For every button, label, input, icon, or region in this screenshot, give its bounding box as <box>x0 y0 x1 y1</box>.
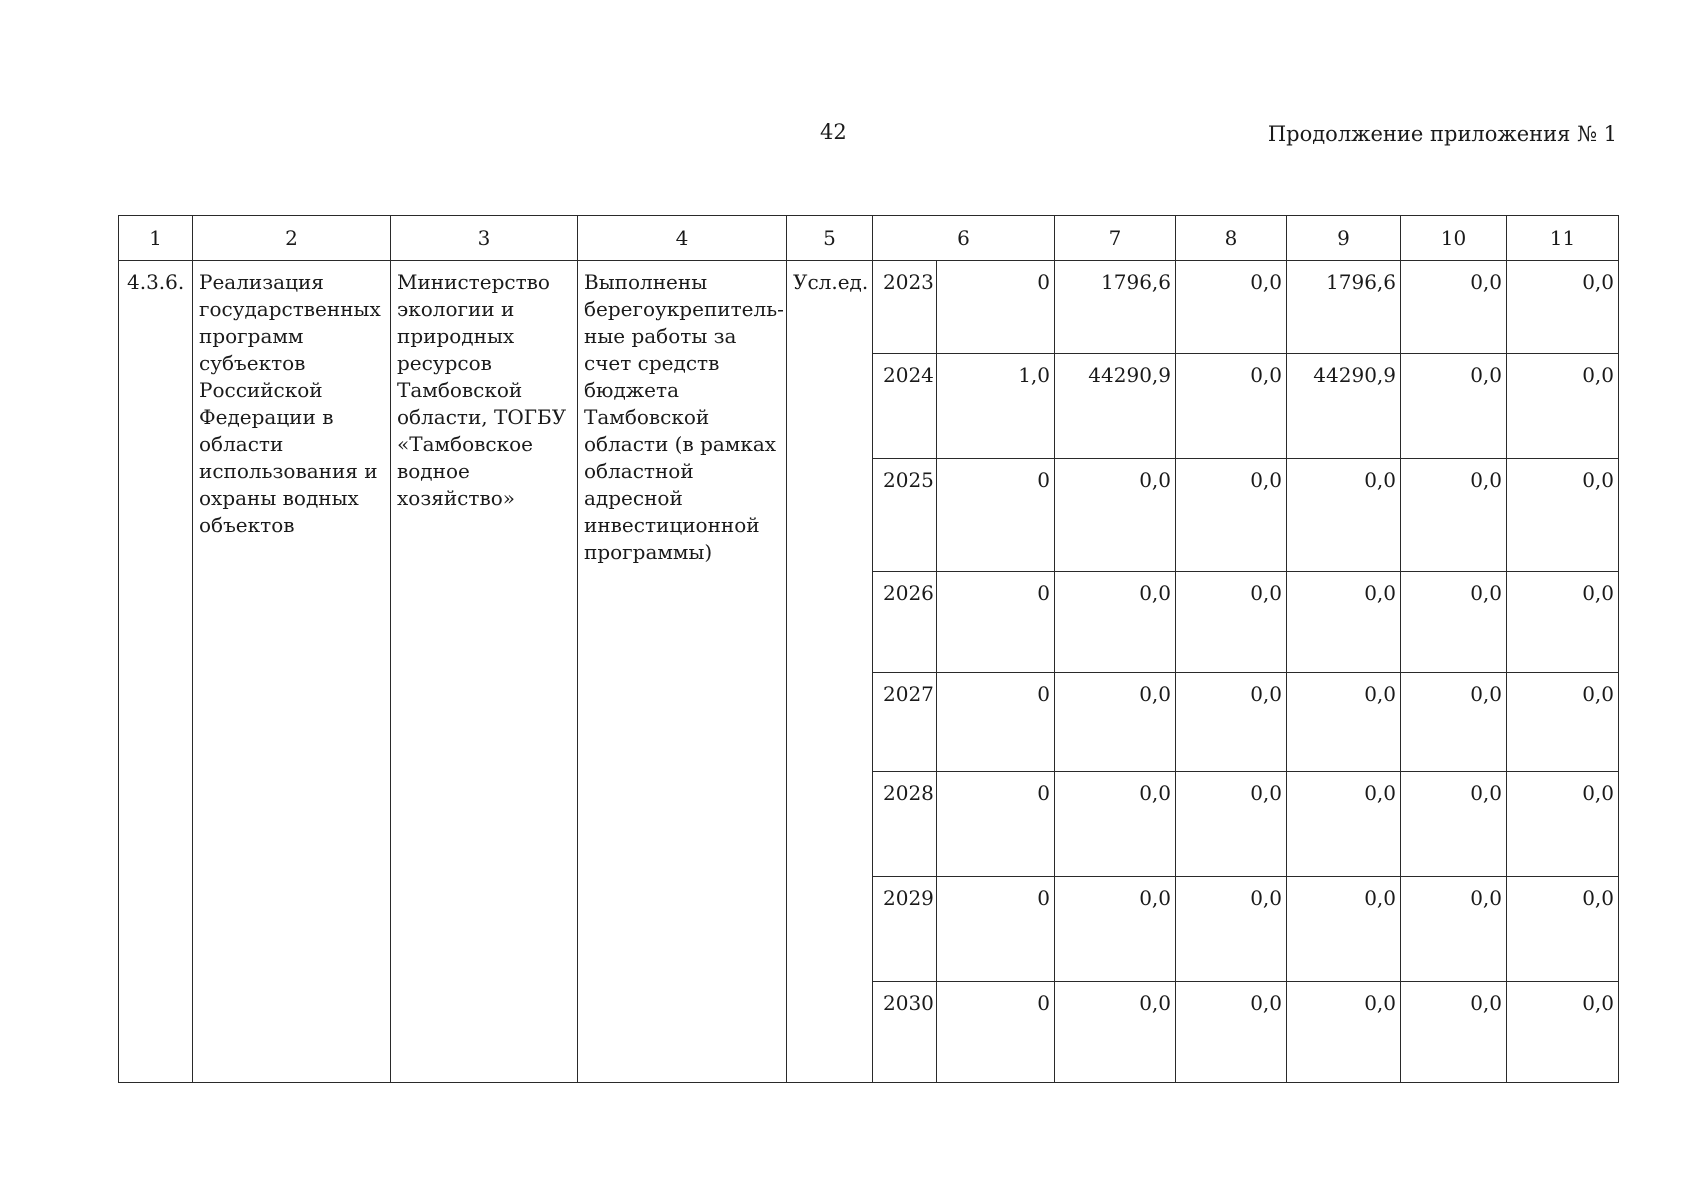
total-value: 0,0 <box>1139 581 1172 605</box>
year-cell <box>873 982 937 1083</box>
local-cell <box>1401 261 1507 354</box>
year-value: 2029 <box>883 886 934 910</box>
other-value: 0,0 <box>1582 682 1615 706</box>
indicator-cell <box>937 261 1055 354</box>
other-cell <box>1507 572 1619 673</box>
other-value: 0,0 <box>1582 363 1615 387</box>
other-cell <box>1507 354 1619 459</box>
regional-cell <box>1287 982 1401 1083</box>
federal-cell <box>1176 673 1287 772</box>
year-value: 2027 <box>883 682 934 706</box>
other-cell <box>1507 673 1619 772</box>
total-cell <box>1055 982 1176 1083</box>
regional-value: 0,0 <box>1364 682 1397 706</box>
other-value: 0,0 <box>1582 468 1615 492</box>
other-cell <box>1507 261 1619 354</box>
other-value: 0,0 <box>1582 781 1615 805</box>
entry-name: Реализация государственных программ субъектов Российской Федерации в области использования и охраны водных объектов <box>199 270 381 537</box>
year-value: 2030 <box>883 991 934 1015</box>
federal-value: 0,0 <box>1250 886 1283 910</box>
regional-value: 1796,6 <box>1326 270 1397 294</box>
year-value: 2023 <box>883 270 934 294</box>
year-cell <box>873 572 937 673</box>
total-value: 0,0 <box>1139 781 1172 805</box>
year-cell <box>873 772 937 877</box>
total-value: 0,0 <box>1139 886 1172 910</box>
regional-value: 0,0 <box>1364 581 1397 605</box>
entry-unit-cell <box>787 261 873 1083</box>
local-value: 0,0 <box>1470 781 1503 805</box>
year-value: 2028 <box>883 781 934 805</box>
indicator-cell <box>937 459 1055 572</box>
header-row <box>119 216 1619 261</box>
indicator-cell <box>937 877 1055 982</box>
federal-value: 0,0 <box>1250 270 1283 294</box>
total-cell <box>1055 877 1176 982</box>
indicator-cell <box>937 982 1055 1083</box>
program-table <box>118 215 1619 1083</box>
federal-value: 0,0 <box>1250 581 1283 605</box>
local-value: 0,0 <box>1470 581 1503 605</box>
federal-cell <box>1176 572 1287 673</box>
col-header-6: 6 <box>873 216 1055 261</box>
federal-value: 0,0 <box>1250 363 1283 387</box>
federal-cell <box>1176 982 1287 1083</box>
regional-cell <box>1287 261 1401 354</box>
local-cell <box>1401 354 1507 459</box>
entry-unit: Усл.ед. <box>793 270 869 294</box>
entry-result: Выполнены берегоукрепитель-ные работы за счет средств бюджета Тамбовской области (в рамках областной адресной инвестиционной программы) <box>584 270 784 564</box>
indicator-value: 0 <box>1037 581 1051 605</box>
col-header-2: 2 <box>193 216 391 261</box>
total-cell <box>1055 772 1176 877</box>
total-cell <box>1055 572 1176 673</box>
federal-cell <box>1176 261 1287 354</box>
total-cell <box>1055 354 1176 459</box>
total-cell <box>1055 459 1176 572</box>
table-row <box>119 261 1619 354</box>
entry-code: 4.3.6. <box>127 270 185 294</box>
indicator-cell <box>937 772 1055 877</box>
local-value: 0,0 <box>1470 991 1503 1015</box>
other-value: 0,0 <box>1582 581 1615 605</box>
total-value: 1796,6 <box>1101 270 1172 294</box>
col-header-11: 11 <box>1507 216 1619 261</box>
local-cell <box>1401 459 1507 572</box>
local-value: 0,0 <box>1470 886 1503 910</box>
entry-executor-cell <box>391 261 578 1083</box>
local-value: 0,0 <box>1470 363 1503 387</box>
other-value: 0,0 <box>1582 991 1615 1015</box>
local-value: 0,0 <box>1470 468 1503 492</box>
col-header-1: 1 <box>119 216 193 261</box>
total-value: 0,0 <box>1139 991 1172 1015</box>
other-cell <box>1507 459 1619 572</box>
indicator-cell <box>937 673 1055 772</box>
other-value: 0,0 <box>1582 270 1615 294</box>
entry-code-cell <box>119 261 193 1083</box>
indicator-value: 0 <box>1037 468 1051 492</box>
regional-cell <box>1287 772 1401 877</box>
page-number: 42 <box>820 120 847 144</box>
federal-value: 0,0 <box>1250 468 1283 492</box>
col-header-9: 9 <box>1287 216 1401 261</box>
other-cell <box>1507 982 1619 1083</box>
federal-cell <box>1176 459 1287 572</box>
regional-cell <box>1287 673 1401 772</box>
federal-value: 0,0 <box>1250 781 1283 805</box>
federal-cell <box>1176 877 1287 982</box>
total-value: 0,0 <box>1139 682 1172 706</box>
regional-value: 0,0 <box>1364 781 1397 805</box>
year-cell <box>873 459 937 572</box>
continuation-caption: Продолжение приложения № 1 <box>1267 122 1617 146</box>
federal-cell <box>1176 772 1287 877</box>
year-value: 2024 <box>883 363 934 387</box>
col-header-3: 3 <box>391 216 578 261</box>
total-cell <box>1055 261 1176 354</box>
other-cell <box>1507 877 1619 982</box>
local-cell <box>1401 572 1507 673</box>
indicator-cell <box>937 572 1055 673</box>
federal-value: 0,0 <box>1250 991 1283 1015</box>
indicator-value: 0 <box>1037 991 1051 1015</box>
local-cell <box>1401 673 1507 772</box>
local-cell <box>1401 772 1507 877</box>
year-value: 2026 <box>883 581 934 605</box>
federal-cell <box>1176 354 1287 459</box>
local-cell <box>1401 877 1507 982</box>
other-value: 0,0 <box>1582 886 1615 910</box>
regional-cell <box>1287 877 1401 982</box>
indicator-value: 0 <box>1037 781 1051 805</box>
indicator-value: 0 <box>1037 682 1051 706</box>
regional-value: 0,0 <box>1364 991 1397 1015</box>
local-value: 0,0 <box>1470 270 1503 294</box>
year-value: 2025 <box>883 468 934 492</box>
local-value: 0,0 <box>1470 682 1503 706</box>
regional-cell <box>1287 572 1401 673</box>
year-cell <box>873 673 937 772</box>
col-header-10: 10 <box>1401 216 1507 261</box>
regional-value: 44290,9 <box>1313 363 1397 387</box>
entry-name-cell <box>193 261 391 1083</box>
local-cell <box>1401 982 1507 1083</box>
year-cell <box>873 261 937 354</box>
entry-result-cell <box>578 261 787 1083</box>
entry-executor: Министерство экологии и природных ресурсов Тамбовской области, ТОГБУ «Тамбовское водное хозяйство» <box>397 270 567 510</box>
indicator-cell <box>937 354 1055 459</box>
indicator-value: 0 <box>1037 886 1051 910</box>
regional-value: 0,0 <box>1364 468 1397 492</box>
other-cell <box>1507 772 1619 877</box>
indicator-value: 0 <box>1037 270 1051 294</box>
federal-value: 0,0 <box>1250 682 1283 706</box>
col-header-4: 4 <box>578 216 787 261</box>
regional-value: 0,0 <box>1364 886 1397 910</box>
indicator-value: 1,0 <box>1018 363 1051 387</box>
regional-cell <box>1287 459 1401 572</box>
regional-cell <box>1287 354 1401 459</box>
year-cell <box>873 354 937 459</box>
col-header-8: 8 <box>1176 216 1287 261</box>
total-cell <box>1055 673 1176 772</box>
total-value: 0,0 <box>1139 468 1172 492</box>
year-cell <box>873 877 937 982</box>
total-value: 44290,9 <box>1088 363 1172 387</box>
col-header-7: 7 <box>1055 216 1176 261</box>
col-header-5: 5 <box>787 216 873 261</box>
